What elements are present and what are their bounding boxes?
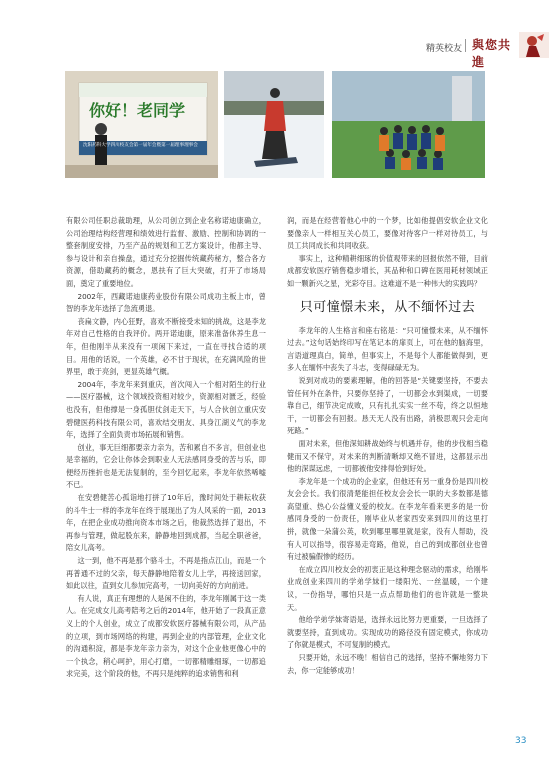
photo-football-team	[332, 71, 485, 178]
body-paragraph: 说到对成功的要素理解，他的回答是“关键要坚持，不要去管任何外在条件，只要你坚持了，一切都会水到渠成，一切要靠自己，细节决定成败，只有扎扎实实一丝不苟，终之以恒地干，一切都会有回报。恳天无人没有出路，消极思观只会走向死路。”	[287, 375, 488, 436]
photo-banner-event	[65, 71, 218, 178]
banner-subtitle: 沈阳药科大学四川校友会第一届年会暨第一届理事理事会	[83, 143, 198, 148]
section-heading: 只可憧憬未来，从不缅怀过去	[299, 299, 476, 315]
body-paragraph: 只要开始，永远不晚！相信自己的选择，坚持不懈地努力下去，你一定能够成功！	[287, 653, 488, 675]
section-label: 精英校友	[426, 44, 463, 54]
body-paragraph: 李龙年是一个成功的企业家，但他还有另一重身份是四川校友会会长。我们很清楚能担任校友会会长一职的大多数都是德高望重、热心公益懂义爱的校友。在李龙年看来更多的是一份感同身受的一份责任，刚毕业从老家西安来到四川的这里打拼，就像一朵蒲公英，吹到哪里哪里就是家，没有人帮助，没有人可以指导，很容易走弯路，他说，自己的到成都创业也曾有过被骗假惨的经历。	[287, 476, 488, 562]
banner-title: 你好！老同学	[89, 101, 186, 120]
right-column	[287, 215, 488, 677]
body-paragraph: 事实上，这种精耕细琢的价值观带来的回报依然不错，目前成都安软医疗销售稳步增长，其品种和口碑在医用耗材领域正如一颗新兴之星，光彩夺目。这难道不是一种伟大的实践吗？	[287, 253, 488, 288]
body-paragraph: 面对未来，但他深知耕战始终与机遇并存，他的步伐相当稳健而又不保守，对未来的判断清晰却又绝不冒进，这都显示出他的深谋远虑，一切都被他安排得恰到好处。	[287, 438, 488, 474]
body-paragraph: 有人说，真正有理想的人是闲不住的，李龙年刚属于这一类人。在完成女儿高考陪考之后的2014年，他开始了一段真正意义上的个人创业，成立了成都安软医疗器械有限公司，从产品的立项，到市场网络的构建，再到企业的内部管理，企业文化的沟通积淀，都是李龙年亲力亲为，对这个企业他更像心中的一个执念，稍心呵护，用心打磨，一切都精雕细琢，一切都追求完美，这个阶段的他，不再只是纯粹的追求销售和利	[66, 593, 266, 679]
body-paragraph: 这一到，他不再是那个骆斗士，不再是指点江山，而是一个再普通不过的父亲，每天静静地陪着女儿上学，再接送回家，如此以往，直到女儿参加完高考，一切向美好的方向前进。	[66, 556, 266, 591]
header-divider	[465, 39, 466, 52]
body-paragraph: 润，而是在经营着他心中的一个梦，比如他提倡安软企业文化要像亲人一样相互关心员工，要像对待客户一样对待员工，与员工共同成长和共同收获。	[287, 216, 488, 251]
body-paragraph: 丧扁文静，内心狂野，喜欢不断接受未知的挑战，这是李龙年对自己性格的自我评价。两开诺迪康，原来准备休养生息一年，但他刚半从来没有一项闲下来过，一直在寻找合适的项目。用他的话说，一个英雄，必不甘于现状，在充满风险的世界里，敢于亮剑，更显英雄气概。	[66, 316, 266, 377]
body-paragraph: 2002年，西藏诺迪康药业股份有限公司成功主板上市，曾智的李龙年选择了急流勇退。	[66, 291, 266, 314]
body-paragraph: 他给学弟学妹寄语是，选择永远比努力更重要，一旦选择了就要坚持，直到成功。实现成功的路径没有固定模式，你成功了你就是模式，不可复制的模式。	[287, 615, 488, 650]
brand-title: 與您共進	[472, 38, 512, 69]
body-paragraph: 李龙年的人生格言和座右铭是：“只可憧憬未来，从不缅怀过去。”这句话始终印写在笔记本的扉页上，可在他的脑海里，言语道理真白，简单，但事实上，不是每个人都能做得到，更多人在缅怀中丧失了斗志，变得碌碌无为。	[287, 325, 488, 373]
left-column	[66, 215, 266, 681]
body-paragraph: 在成立四川校友会的初衷正是这种理念驱动的需求，给刚毕业成创业来四川的学弟学妹们一缕阳光、一丝温暖，一个建议，一份指导，哪怕只是一点点帮助他们的也许就是一整块天。	[287, 564, 488, 612]
header-bar	[414, 30, 553, 69]
body-paragraph: 创业，事无巨细都要亲力亲为，苦和累自不多言，但创业也是幸福的，它会让你体会到职业人无法感同身受的苦与乐，即便经历挫折也是无法复制的，至今回忆起来，李龙年依然唏嘘不已。	[66, 442, 266, 490]
body-paragraph: 有限公司任职总裁助理，从公司创立到企业名称诺迪康确立，公司治理结构经营理和绩效进行监督、激励、控制和协调的一整套制度安排，乃至产品的规划和工艺方案设计，他都主导、参与设计和亲自操盘，通过充分挖掘传统藏药秘方，整合各方资源，借助藏药的概念，恩扶有了巨大突破，打开了市场局面，奠定了重要地位。	[66, 216, 266, 288]
photo-skiing	[224, 71, 324, 178]
page-number: 33	[515, 736, 527, 746]
body-paragraph: 在安碧健苦心孤诣地打拼了10年后，豫时间处于耕耘收获的斗牛士一样的李龙年在终于展现出了为人风采的一面，2013年，在把企业成功推向资本市场之后，他裁然选择了退出，不再参与管理，做起股东来，静静地回到成都，当起全职爸爸，陪女儿高考。	[66, 493, 266, 553]
logo-icon	[519, 32, 549, 58]
body-paragraph: 2004年，李龙年来到重庆，首次闯入一个相对陌生的行业——医疗器械，这个领域投资相对较少，资源相对匮乏，经验也没有，但他撑是一身孤胆仗剑走天下，与人合伙创立重庆安碧健医药科技有限公司，喜欢结交朋友、具身江湖义气的李龙年，选择了全面负责市场拓展和销售。	[66, 379, 266, 440]
